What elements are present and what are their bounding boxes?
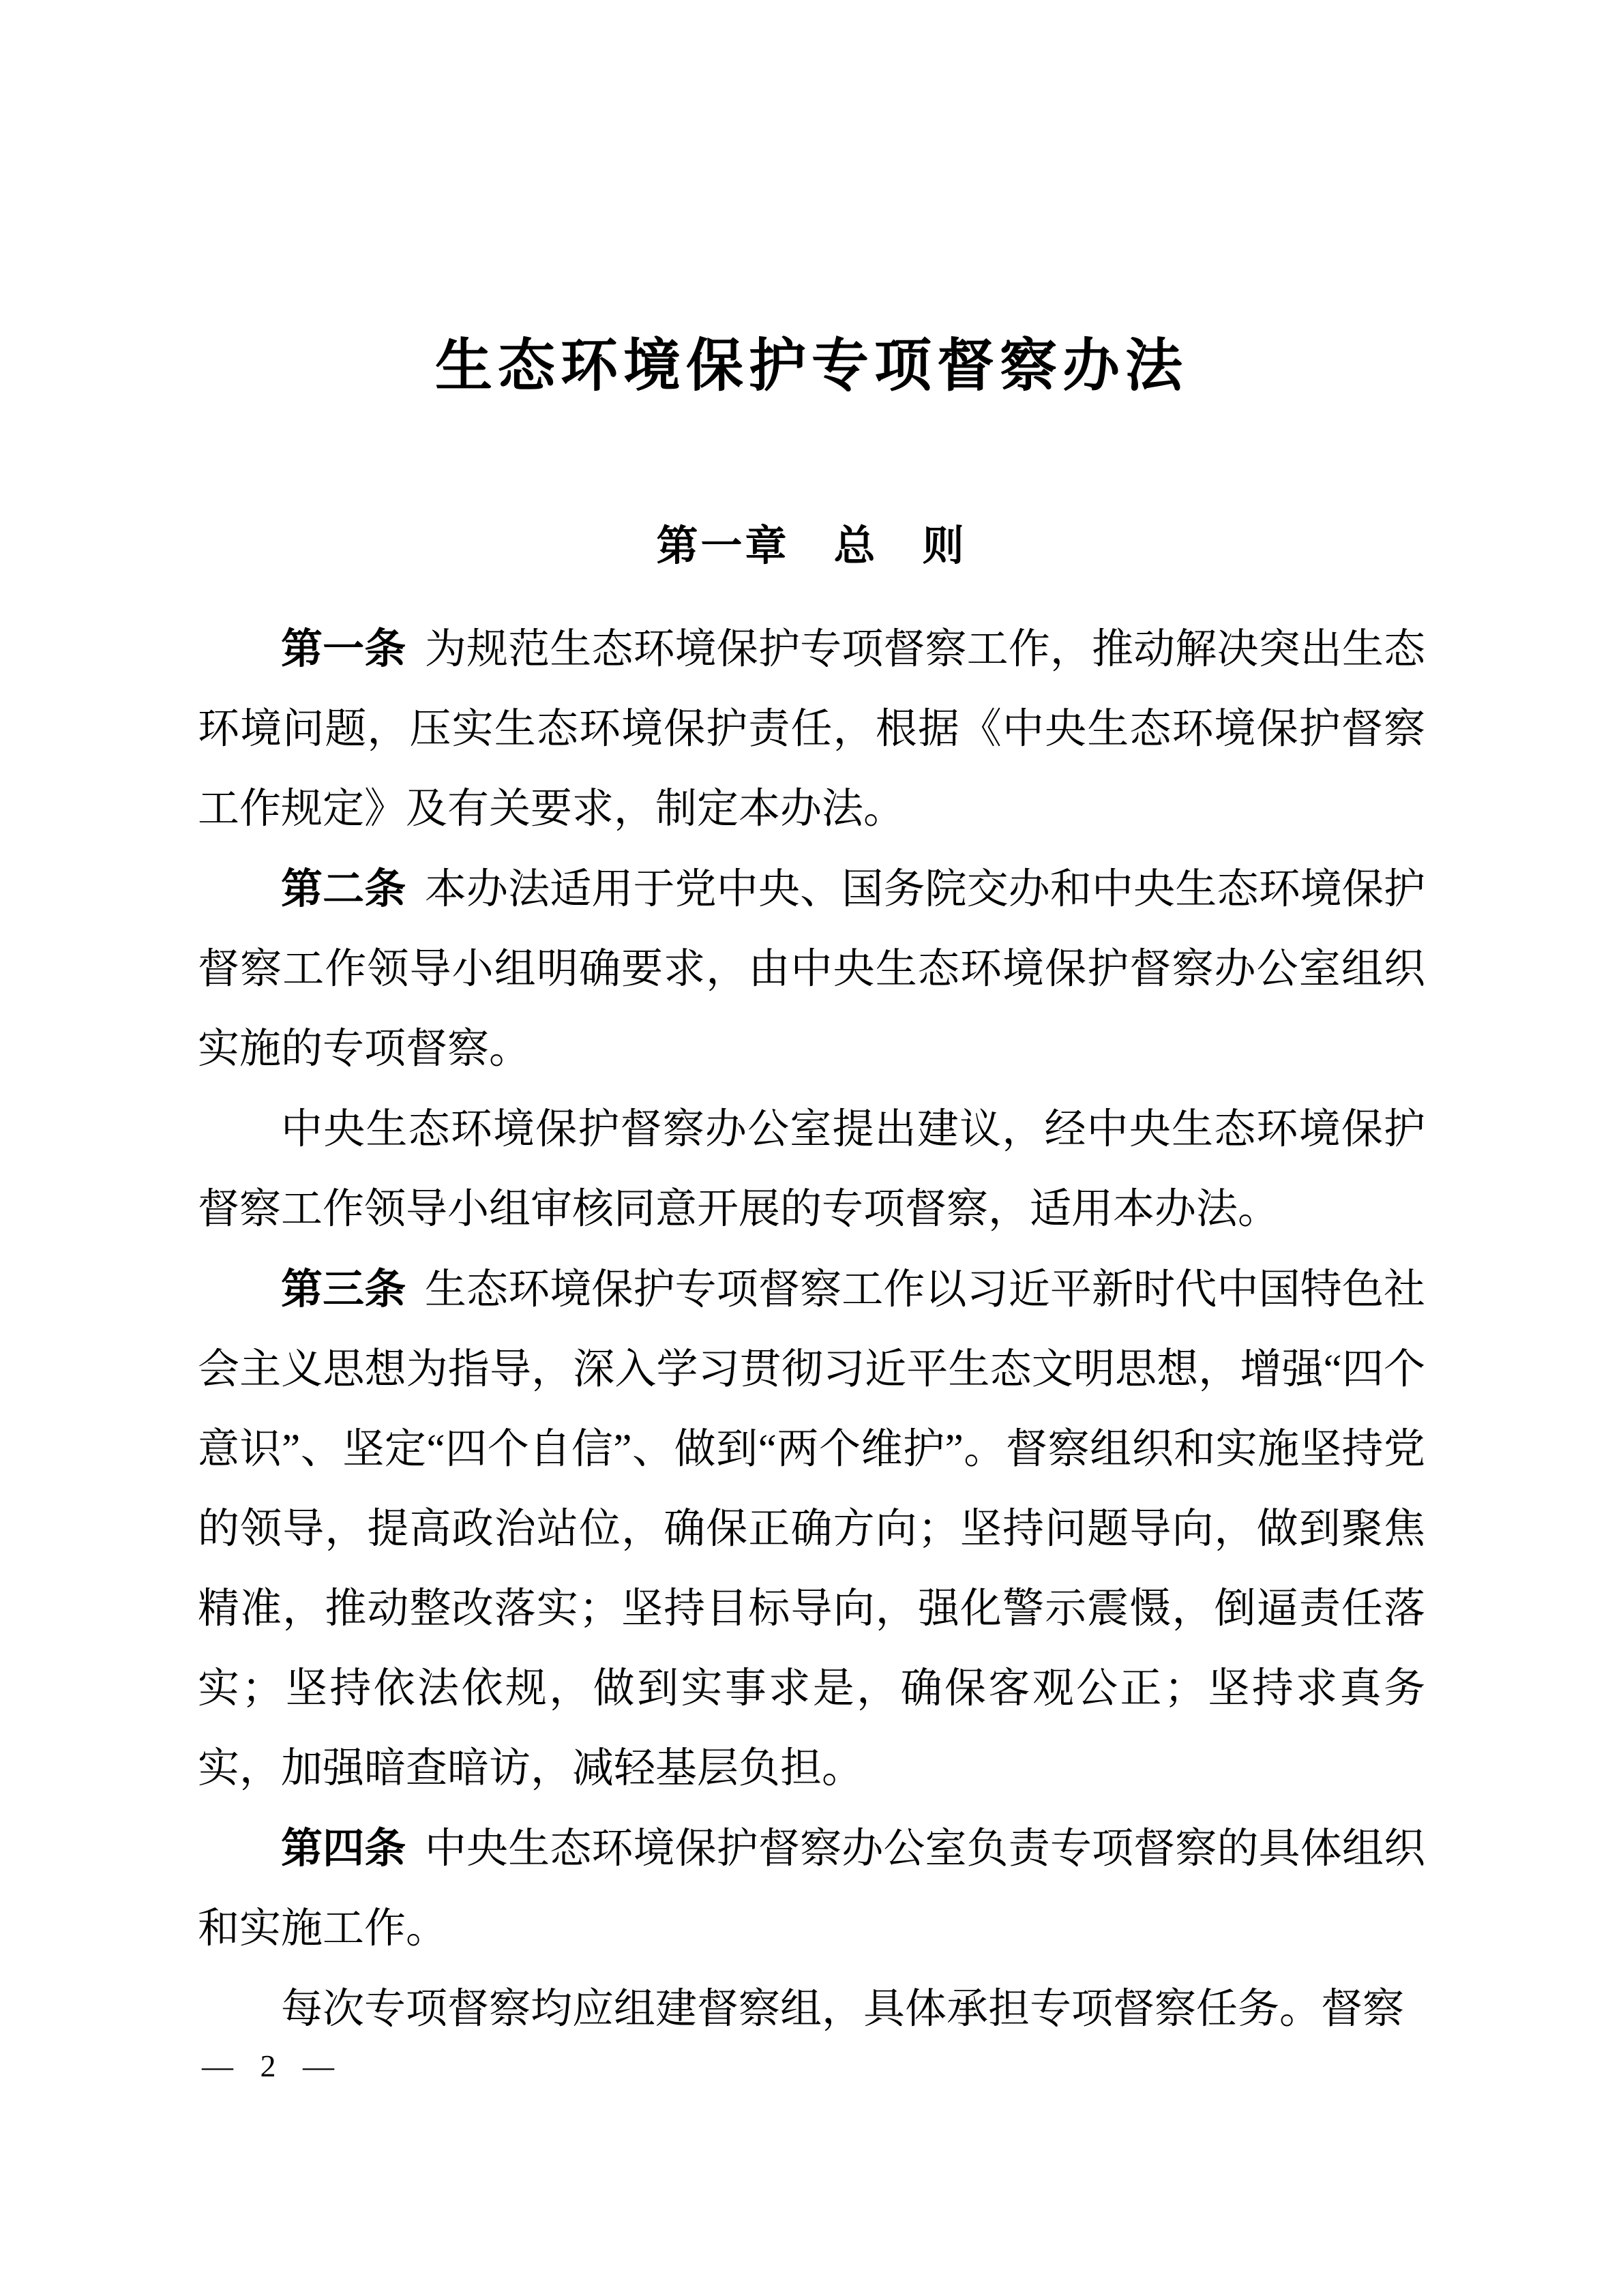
article-paragraph [198, 849, 1425, 1089]
article-paragraph [198, 1089, 1425, 1249]
doc-title: 生态环境保护专项督察办法 [434, 335, 1188, 398]
paragraph-text: 中央生态环境保护督察办公室负责专项督察的具体组织和实施工作。 [198, 1826, 1425, 1952]
document-body [198, 609, 1425, 2049]
article-number-lead: 第一条 [281, 625, 406, 672]
chapter-heading: 第一章 总 则 [656, 522, 967, 569]
paragraph-text: 中央生态环境保护督察办公室提出建议，经中央生态环境保护督察工作领导小组审核同意开展的专项督察，适用本办法。 [198, 1107, 1425, 1232]
article-number-lead: 第三条 [281, 1266, 406, 1312]
paragraph-text: 每次专项督察均应组建督察组，具体承担专项督察任务。督察 [281, 1986, 1405, 2032]
paragraph-text: 为规范生态环境保护专项督察工作，推动解决突出生态环境问题，压实生态环境保护责任，根据《中央生态环境保护督察工作规定》及有关要求，制定本办法。 [198, 627, 1425, 832]
paragraph-text: 生态环境保护专项督察工作以习近平新时代中国特色社会主义思想为指导，深入学习贯彻习近平生态文明思想，增强“四个意识”、坚定“四个自信”、做到“两个维护”。督察组织和实施坚持党的领导，提高政治站位，确保正确方向；坚持问题导向，做到聚焦精准，推动整改落实；坚持目标导向，强化警示震慑，倒逼责任落实；坚持依法依规，做到实事求是，确保客观公正；坚持求真务实，加强暗查暗访，减轻基层负担。 [198, 1267, 1425, 1791]
paragraph-text: 本办法适用于党中央、国务院交办和中央生态环境保护督察工作领导小组明确要求，由中央生态环境保护督察办公室组织实施的专项督察。 [198, 867, 1425, 1072]
article-number-lead: 第四条 [281, 1825, 406, 1871]
article-paragraph [198, 1969, 1425, 2049]
article-paragraph [198, 1249, 1425, 1808]
article-number-lead: 第二条 [281, 865, 406, 912]
article-paragraph [198, 609, 1425, 849]
page-number-footer: — 2 — [202, 2048, 344, 2083]
article-paragraph [198, 1808, 1425, 1969]
